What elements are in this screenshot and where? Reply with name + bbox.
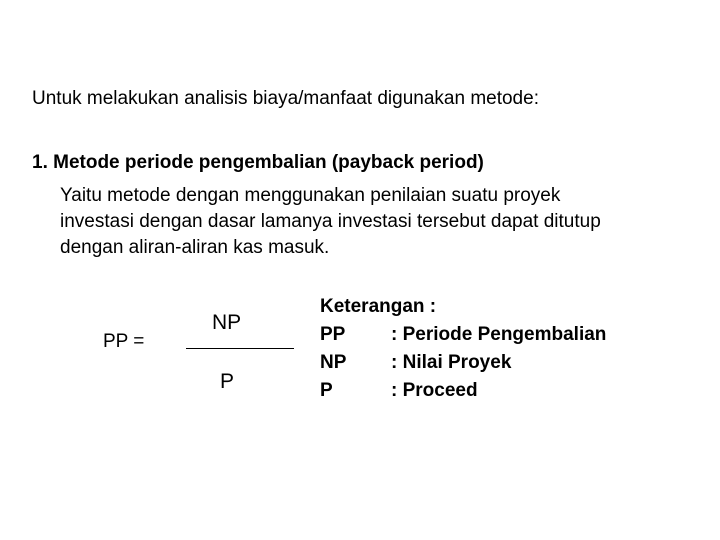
legend-row: [320, 349, 606, 377]
legend: [320, 293, 606, 405]
legend-row: [320, 321, 606, 349]
legend-value: : Nilai Proyek: [391, 352, 512, 373]
method-description-line: investasi dengan dasar lamanya investasi tersebut dapat ditutup: [60, 211, 601, 232]
method-description-line: Yaitu metode dengan menggunakan penilaian suatu proyek: [60, 185, 561, 206]
legend-key: NP: [320, 352, 347, 373]
method-description-line: dengan aliran-aliran kas masuk.: [60, 237, 330, 258]
fraction-line: [186, 348, 294, 349]
method-title: 1. Metode periode pengembalian (payback period): [32, 152, 484, 173]
legend-key: P: [320, 380, 333, 401]
intro-text: Untuk melakukan analisis biaya/manfaat digunakan metode:: [32, 88, 539, 109]
method-description: [60, 183, 710, 261]
formula-lhs: PP =: [103, 331, 145, 352]
legend-title: Keterangan :: [320, 296, 437, 317]
legend-row: [320, 377, 606, 405]
legend-value: : Periode Pengembalian: [391, 324, 607, 345]
formula-denominator: P: [220, 370, 235, 393]
formula-numerator: NP: [212, 311, 242, 334]
legend-value: : Proceed: [391, 380, 478, 401]
legend-key: PP: [320, 324, 346, 345]
